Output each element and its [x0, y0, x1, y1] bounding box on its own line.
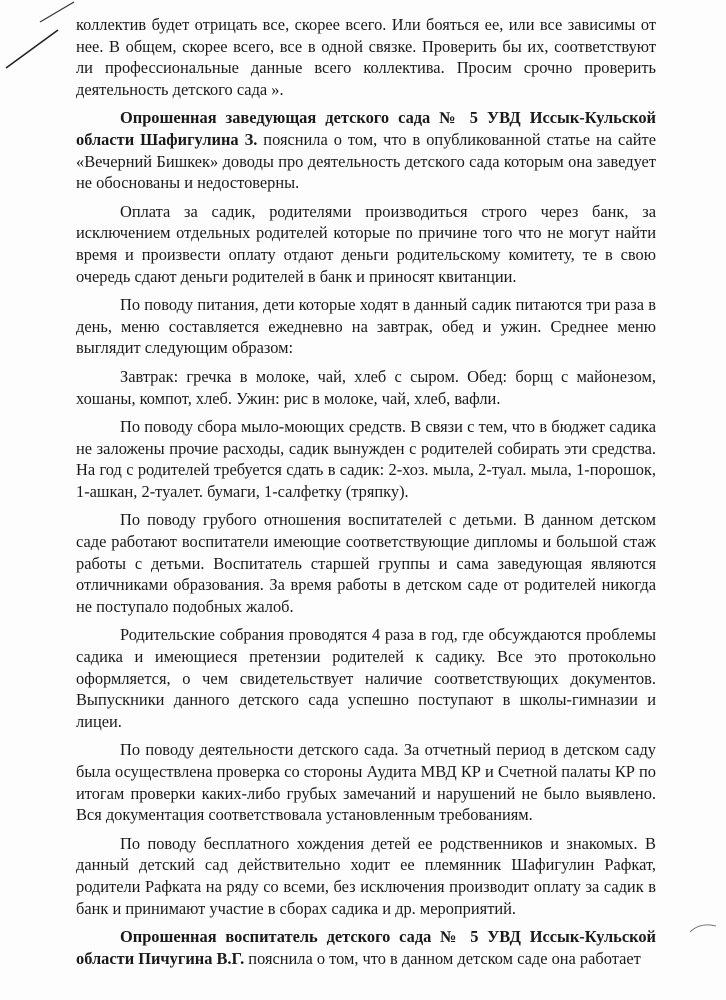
paragraph-11-heading: Опрошенная воспитатель детского сада № 5 УВД Иссык-Кульской области Пичугина В.Г. [76, 927, 656, 968]
paragraph-5-text: Завтрак: гречка в молоке, чай, хлеб с сыром. Обед: борщ с майонезом, хошаны, компот, хлеб. Ужин: рис в молоке, чай, хлеб, вафли. [76, 366, 656, 408]
paragraph-2-text: пояснила о том, что в опубликованной статье на сайте «Вечерний Бишкек» доводы про деятельность детского сада которым она заведует не обоснованы и недостоверны. [76, 129, 656, 193]
paragraph-1 [76, 14, 656, 100]
paragraph-6-text: По поводу сбора мыло-моющих средств. В связи с тем, что в бюджет садика не заложены прочие расходы, садик вынужден с родителей собирать эти средства. На год с родителей требуется сдать в садик: 2-хоз. мыла, 2-туал. мыла, 1-порошок, 1-ашкан, 2-туалет. бумаги, 1-салфетку (тряпку). [76, 417, 656, 501]
paragraph-7-text: По поводу грубого отношения воспитателей с детьми. В данном детском саде работают воспитатели имеющие соответствующие дипломы и большой стаж работы с детьми. Воспитатель старшей группы и сама заведующая являются отличниками образования. За время работы в детском саде от родителей никогда не поступало подобных жалоб. [76, 510, 656, 616]
document-body [76, 14, 656, 969]
paragraph-10 [76, 833, 656, 919]
paragraph-3-text: Оплата за садик, родителями производиться строго через банк, за исключением отдельных родителей которые по причине того что не могут найти время и произвести оплату отдают деньги родительскому комитету, те в свою очередь сдают деньги родителей в банк и приносят квитанции. [76, 201, 656, 286]
paragraph-9 [76, 739, 656, 825]
paragraph-4-text: По поводу питания, дети которые ходят в данный садик питаются три раза в день, меню составляется ежедневно на завтрак, обед и ужин. Среднее меню выглядит следующим образом: [76, 295, 656, 358]
paragraph-9-text: По поводу деятельности детского сада. За отчетный период в детском саду была осуществлена проверка со стороны Аудита МВД КР и Счетной палаты КР по итогам проверки каких-либо грубых замечаний и нарушений не было выявлено. Вся документация соответствовала установленным требованиям. [76, 740, 656, 825]
paragraph-11-text: пояснила о том, что в данном детском саде она работает [244, 948, 641, 968]
paragraph-8-text: Родительские собрания проводятся 4 раза в год, где обсуждаются проблемы садика и имеющиеся претензии родителей к садику. Все это протокольно оформляется, о чем свидетельствует наличие соответствующих документов. Выпускники данного детского сада успешно поступают в школы-гимназии и лицеи. [76, 625, 656, 731]
paragraph-2-heading: Опрошенная заведующая детского сада № 5 УВД Иссык-Кульской области Шафигулина З. [76, 108, 656, 149]
paragraph-1-text: коллектив будет отрицать все, скорее всего. Или бояться ее, или все зависимы от нее. В общем, скорее всего, все в одной связке. Проверить бы их, соответствуют ли профессиональные данные всего коллектива. Просим срочно проверить деятельность детского сада ». [76, 15, 656, 99]
paragraph-4 [76, 294, 656, 359]
paragraph-3 [76, 201, 656, 287]
paragraph-11 [76, 926, 656, 969]
paragraph-6 [76, 416, 656, 502]
paragraph-2 [76, 107, 656, 193]
paragraph-10-text: По поводу бесплатного хождения детей ее родственников и знакомых. В данный детский сад действительно ходит ее племянник Шафигулин Рафкат, родители Рафката на ряду со всеми, без исключения производит оплату за садик в банк и принимают участие в сборах садика и др. мероприятий. [76, 833, 656, 918]
pen-stroke-mark [0, 0, 80, 80]
paragraph-8 [76, 624, 656, 732]
paragraph-7 [76, 509, 656, 617]
edge-pen-mark [688, 918, 718, 938]
paragraph-5 [76, 366, 656, 409]
